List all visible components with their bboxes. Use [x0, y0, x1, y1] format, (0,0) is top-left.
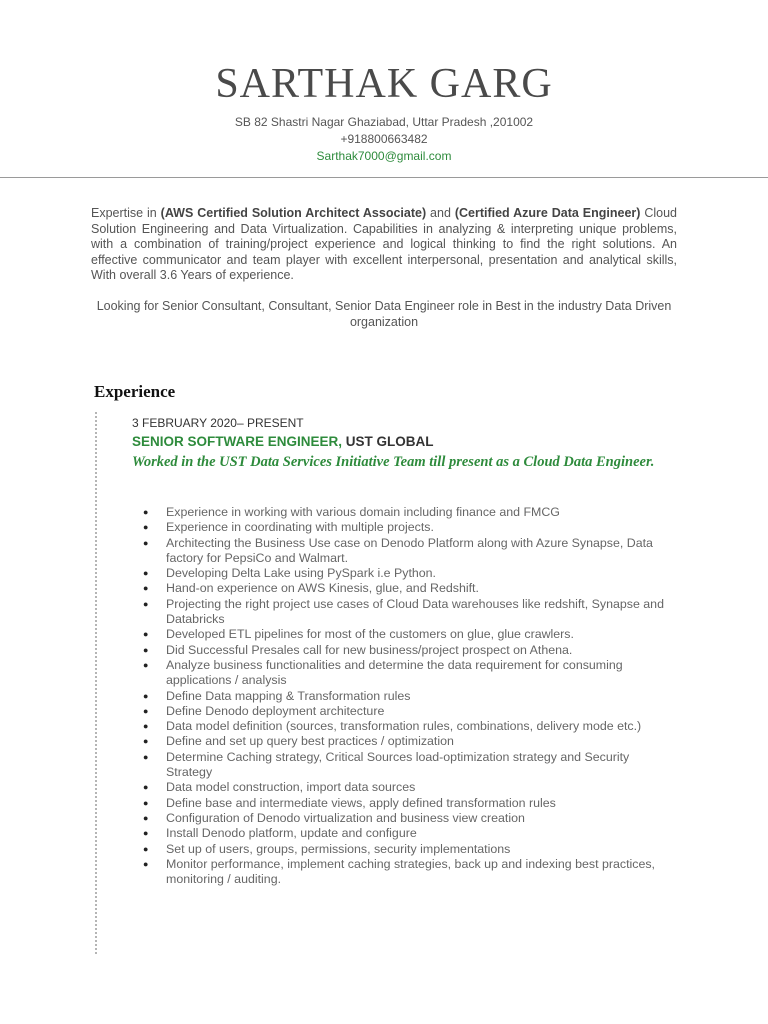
list-item: ● Define and set up query best practices / optimization — [166, 734, 666, 749]
list-item: ● Experience in coordinating with multiple projects. — [166, 520, 666, 535]
list-item: ● Install Denodo platform, update and configure — [166, 826, 666, 841]
list-item: ● Did Successful Presales call for new business/project prospect on Athena. — [166, 643, 666, 658]
candidate-name: SARTHAK GARG — [215, 61, 553, 107]
summary-and: and — [426, 206, 455, 220]
list-item: ● Hand-on experience on AWS Kinesis, glue, and Redshift. — [166, 581, 666, 596]
list-item: ● Architecting the Business Use case on Denodo Platform along with Azure Synapse, Data factory for PepsiCo and Walmart. — [166, 536, 666, 567]
experience-heading: Experience — [94, 382, 176, 401]
certification-aws: (AWS Certified Solution Architect Associate) — [160, 206, 427, 220]
job-summary: Worked in the UST Data Services Initiative Team till present as a Cloud Data Engineer. — [132, 454, 655, 470]
responsibility-list — [166, 505, 666, 887]
header-divider — [0, 177, 768, 178]
job-role: SENIOR SOFTWARE ENGINEER, — [132, 434, 343, 449]
list-item: ● Monitor performance, implement caching strategies, back up and indexing best practices, monitoring / auditing. — [166, 857, 666, 888]
timeline-divider — [95, 412, 97, 954]
list-item: ● Data model construction, import data sources — [166, 780, 666, 795]
summary-prefix: Expertise in — [91, 206, 161, 220]
certification-azure: (Certified Azure Data Engineer) — [454, 206, 641, 220]
list-item: ● Developing Delta Lake using PySpark i.e Python. — [166, 566, 666, 581]
list-item: ● Analyze business functionalities and determine the data requirement for consuming applications / analysis — [166, 658, 666, 689]
list-item: ● Projecting the right project use cases of Cloud Data warehouses like redshift, Synapse and Databricks — [166, 597, 666, 628]
job-date-range: 3 FEBRUARY 2020– PRESENT — [132, 416, 304, 430]
list-item: ● Developed ETL pipelines for most of the customers on glue, glue crawlers. — [166, 627, 666, 642]
job-company: UST GLOBAL — [342, 434, 434, 449]
list-item: ● Configuration of Denodo virtualization and business view creation — [166, 811, 666, 826]
phone-number: +918800663482 — [340, 132, 428, 146]
list-item: ● Set up of users, groups, permissions, security implementations — [166, 842, 666, 857]
address: SB 82 Shastri Nagar Ghaziabad, Uttar Pradesh ,201002 — [234, 115, 534, 129]
summary-rest: Cloud Solution Engineering and Data Virtualization. Capabilities in analyzing & interpreting unique problems, with a combination of training/project experience and logical thinking to find the right solutions. An effective communicator and team player with excellent interpersonal, presentation and analytical skills, With overall 3.6 Years of experience. — [91, 206, 677, 282]
job-title — [132, 434, 434, 449]
list-item: ● Experience in working with various domain including finance and FMCG — [166, 505, 666, 520]
list-item: ● Define Denodo deployment architecture — [166, 704, 666, 719]
list-item: ● Define base and intermediate views, apply defined transformation rules — [166, 796, 666, 811]
list-item: ● Define Data mapping & Transformation rules — [166, 689, 666, 704]
professional-summary — [91, 206, 677, 284]
list-item: ● Determine Caching strategy, Critical Sources load-optimization strategy and Security Strategy — [166, 750, 666, 781]
career-objective: Looking for Senior Consultant, Consultant, Senior Data Engineer role in Best in the industry Data Driven organization — [96, 299, 672, 329]
list-item: ● Data model definition (sources, transformation rules, combinations, delivery mode etc.) — [166, 719, 666, 734]
email-link[interactable]: Sarthak7000@gmail.com — [316, 149, 452, 163]
